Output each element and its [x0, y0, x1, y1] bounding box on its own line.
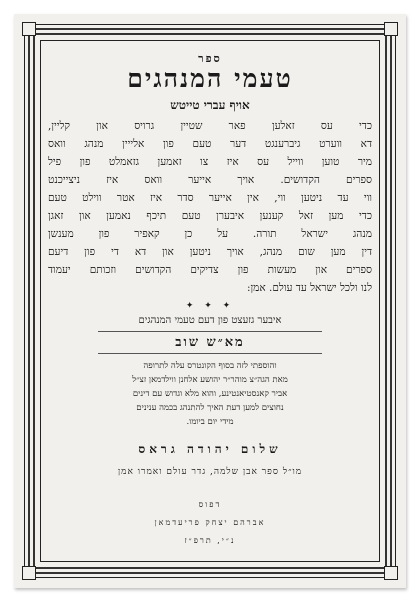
- book-subtitle: אויף עברי טייטש: [170, 98, 250, 112]
- corner-ornament: [384, 566, 398, 580]
- corner-ornament: [384, 22, 398, 36]
- translation-note: איבער גזעצט פון דעם טעמי המנהגים: [138, 315, 282, 326]
- divider: [98, 353, 322, 354]
- body-line: ספרים הקדושים. אויך אייער וואס איז ניצייכנט: [48, 174, 372, 186]
- addendum-line: והוספתי לזה בסוף הקונטרס עלה לתרופה: [143, 361, 277, 371]
- addendum-line: אביר קאנסטיאנטינע, והוא מלא וגדוש עם דינים: [132, 389, 288, 399]
- body-line: לנו ולכל ישראל עד עולם. אמן:: [246, 282, 372, 294]
- body-line: כדי עס זאלען פאר שטיין גרויס און קליין,: [48, 120, 372, 132]
- body-line: מנהג ישראל תורה. על כן קאפיר פון מענשן: [48, 228, 372, 240]
- print-place: דפוס: [198, 500, 222, 509]
- body-line: דין מען שום מנהג, אויך ניטען און דא די פון דיעם: [48, 246, 372, 258]
- publisher-blessing: מו״ל ספר אבן שלמה, גדר עולם ואמרו אמן: [117, 467, 303, 477]
- body-line: דא ווערט גיברענגט דער טעם פון אלייין מנהג וואס: [48, 138, 372, 150]
- section-heading: מא״ש שוב: [175, 335, 245, 350]
- addendum-line: מאת הגה״צ מוהר״ר יהושע אלחנן ווילדמאן זצ״ל: [132, 375, 288, 385]
- addendum-line: מידי יום ביומו.: [186, 417, 234, 427]
- body-line: ספרים און מעשות פון צדיקים הקדושים וזכותם יעמוד: [48, 264, 372, 276]
- body-line: מיר טוען ווייל עס איז צו זאמען גזאמלט פון פיל: [48, 156, 372, 168]
- body-line: כדי מען זאל קענען איבערן טעם תיכף נאמען און זאגן: [48, 210, 372, 222]
- sefer-label: ספר: [198, 52, 222, 65]
- ornament-stars: ✦ ✦ ✦: [185, 301, 235, 311]
- page-content: [48, 48, 372, 554]
- book-title: טעמי המנהגים: [127, 64, 293, 93]
- corner-ornament: [22, 22, 36, 36]
- printer-name: אברהם יצחק פריעדמאן: [154, 518, 266, 527]
- addendum-line: נחוצים למען דעת האיך להתנהג בכמה ענינים: [136, 403, 284, 413]
- corner-ornament: [22, 566, 36, 580]
- title-page: [14, 14, 406, 588]
- print-year: נ״י, תרפ״ז: [184, 536, 236, 545]
- body-line: ווי עד ניטען ווי, אין אייער סדר איז אטר ווילט טעם: [48, 192, 372, 204]
- divider: [98, 331, 322, 332]
- author-name: שלום יהודה גראס: [138, 442, 282, 456]
